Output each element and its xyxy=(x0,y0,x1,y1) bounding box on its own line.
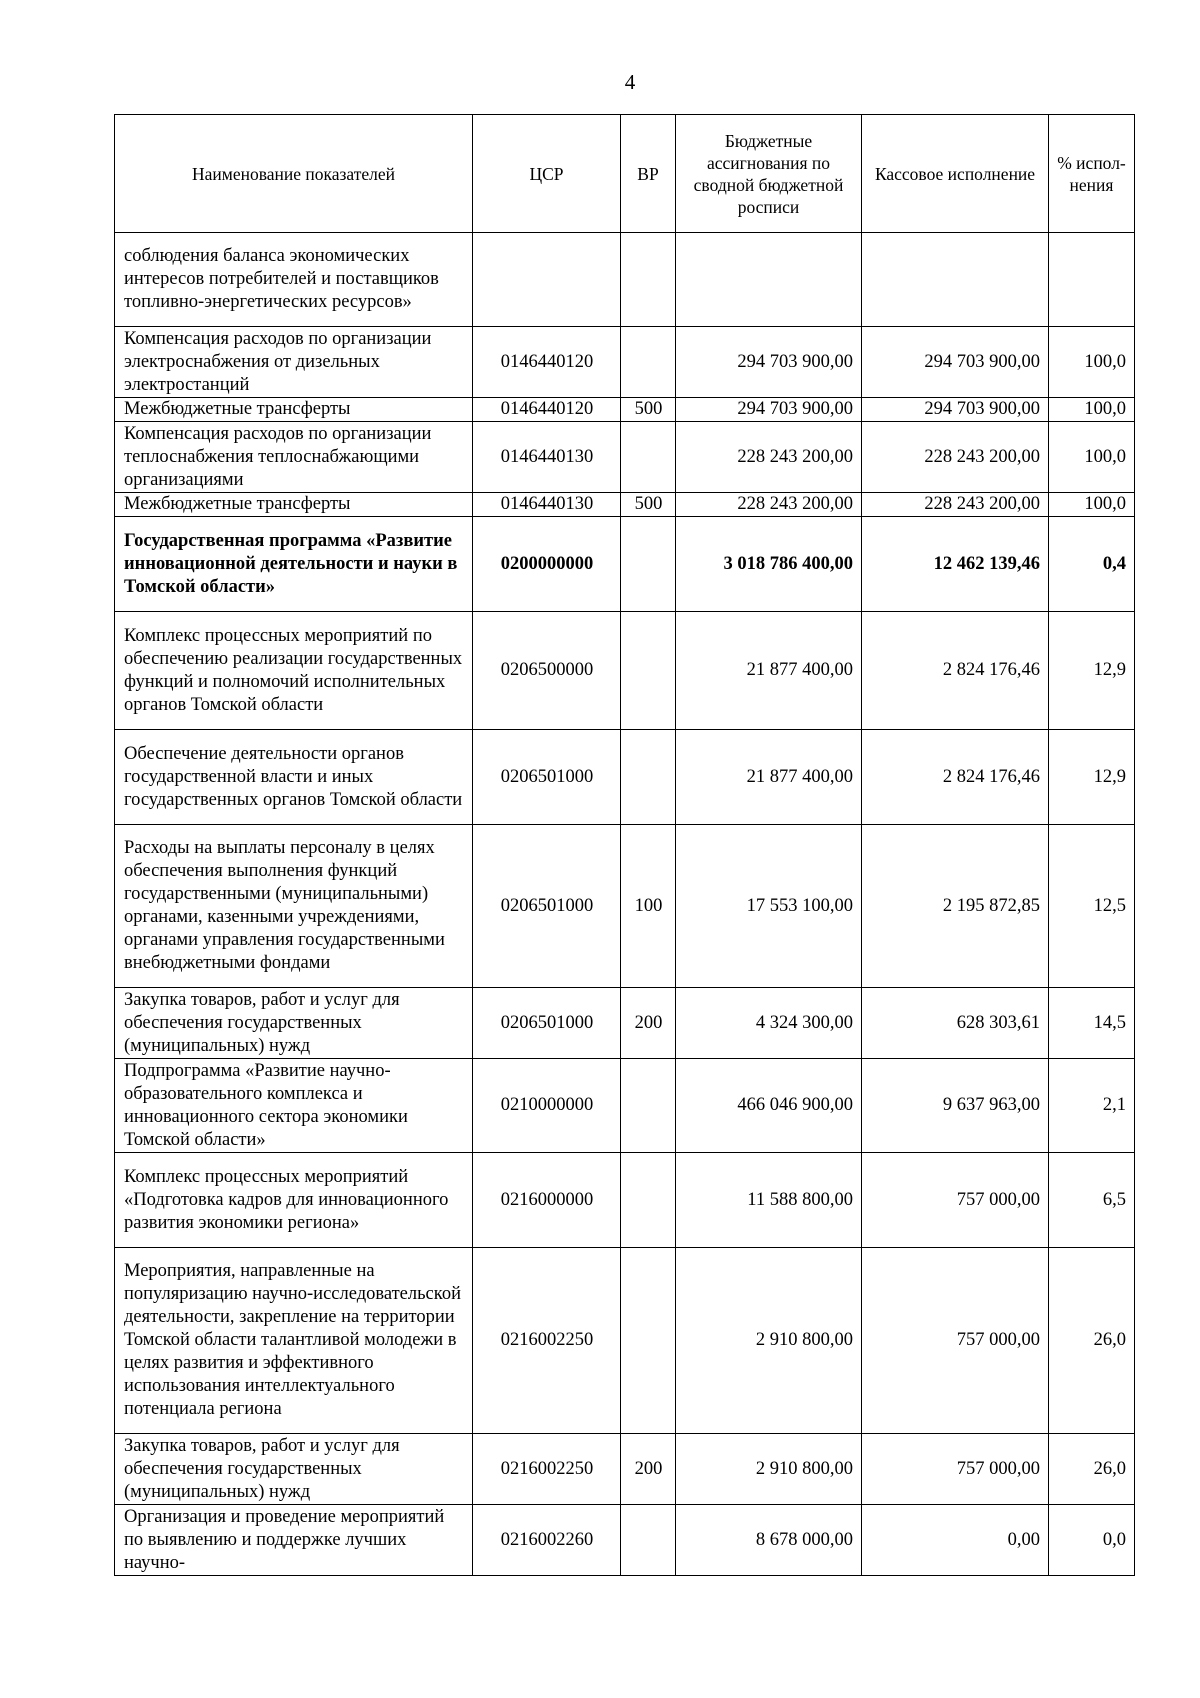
budget-execution-table xyxy=(114,114,1135,1576)
table-row xyxy=(115,1059,1135,1153)
table-row xyxy=(115,825,1135,988)
row-vr xyxy=(621,233,676,327)
row-csr: 0216002250 xyxy=(473,1434,621,1505)
row-name: Комплекс процессных мероприятий «Подготовка кадров для инновационного развития экономики региона» xyxy=(115,1153,473,1248)
row-budget: 3 018 786 400,00 xyxy=(676,517,862,612)
row-cash: 228 243 200,00 xyxy=(862,493,1049,517)
row-cash: 294 703 900,00 xyxy=(862,327,1049,398)
row-percent: 14,5 xyxy=(1049,988,1135,1059)
row-cash: 757 000,00 xyxy=(862,1434,1049,1505)
row-csr: 0216002250 xyxy=(473,1248,621,1434)
row-cash: 228 243 200,00 xyxy=(862,422,1049,493)
row-csr: 0206501000 xyxy=(473,988,621,1059)
row-name: Организация и проведение мероприятий по выявлению и поддержке лучших научно- xyxy=(115,1505,473,1576)
row-cash: 757 000,00 xyxy=(862,1248,1049,1434)
row-budget: 228 243 200,00 xyxy=(676,422,862,493)
row-percent: 12,9 xyxy=(1049,612,1135,730)
row-percent: 0,4 xyxy=(1049,517,1135,612)
row-name: Мероприятия, направленные на популяризацию научно-исследовательской деятельности, закрепление на территории Томской области талантливой молодежи в целях развития и эффективного использования интеллектуального потенциала региона xyxy=(115,1248,473,1434)
row-vr xyxy=(621,1248,676,1434)
row-percent: 100,0 xyxy=(1049,493,1135,517)
row-csr: 0216000000 xyxy=(473,1153,621,1248)
table-row xyxy=(115,1505,1135,1576)
row-vr: 200 xyxy=(621,988,676,1059)
table-row xyxy=(115,233,1135,327)
row-cash: 294 703 900,00 xyxy=(862,398,1049,422)
row-budget: 294 703 900,00 xyxy=(676,398,862,422)
row-percent: 100,0 xyxy=(1049,327,1135,398)
row-budget: 21 877 400,00 xyxy=(676,730,862,825)
row-csr xyxy=(473,233,621,327)
header-vr: ВР xyxy=(621,115,676,233)
row-csr: 0206501000 xyxy=(473,730,621,825)
row-name: Компенсация расходов по организации электроснабжения от дизельных электростанций xyxy=(115,327,473,398)
row-percent: 6,5 xyxy=(1049,1153,1135,1248)
row-budget xyxy=(676,233,862,327)
table-row xyxy=(115,327,1135,398)
header-percent: % испол-нения xyxy=(1049,115,1135,233)
row-vr xyxy=(621,327,676,398)
row-cash: 757 000,00 xyxy=(862,1153,1049,1248)
row-name: Обеспечение деятельности органов государственной власти и иных государственных органов Томской области xyxy=(115,730,473,825)
row-budget: 466 046 900,00 xyxy=(676,1059,862,1153)
row-vr xyxy=(621,1505,676,1576)
row-vr xyxy=(621,1059,676,1153)
header-budget: Бюджетные ассигнования по сводной бюджетной росписи xyxy=(676,115,862,233)
row-cash xyxy=(862,233,1049,327)
row-percent: 26,0 xyxy=(1049,1248,1135,1434)
table-row xyxy=(115,422,1135,493)
table-row xyxy=(115,612,1135,730)
header-cash: Кассовое исполнение xyxy=(862,115,1049,233)
row-name: Подпрограмма «Развитие научно-образовательного комплекса и инновационного сектора экономики Томской области» xyxy=(115,1059,473,1153)
row-name: Компенсация расходов по организации теплоснабжения теплоснабжающими организациями xyxy=(115,422,473,493)
table-row xyxy=(115,1434,1135,1505)
row-budget: 2 910 800,00 xyxy=(676,1248,862,1434)
row-name: Межбюджетные трансферты xyxy=(115,493,473,517)
table-row xyxy=(115,493,1135,517)
table-row xyxy=(115,398,1135,422)
row-budget: 11 588 800,00 xyxy=(676,1153,862,1248)
row-budget: 2 910 800,00 xyxy=(676,1434,862,1505)
row-vr xyxy=(621,730,676,825)
page-number: 4 xyxy=(624,70,636,94)
row-csr: 0206501000 xyxy=(473,825,621,988)
row-csr: 0200000000 xyxy=(473,517,621,612)
table-row xyxy=(115,988,1135,1059)
row-csr: 0146440120 xyxy=(473,327,621,398)
row-budget: 228 243 200,00 xyxy=(676,493,862,517)
row-csr: 0146440130 xyxy=(473,493,621,517)
row-name: Расходы на выплаты персоналу в целях обеспечения выполнения функций государственными (муниципальными) органами, казенными учреждениями, органами управления государственными внебюджетными фондами xyxy=(115,825,473,988)
row-vr xyxy=(621,1153,676,1248)
header-name: Наименование показателей xyxy=(115,115,473,233)
row-budget: 294 703 900,00 xyxy=(676,327,862,398)
row-vr: 200 xyxy=(621,1434,676,1505)
row-cash: 2 824 176,46 xyxy=(862,730,1049,825)
row-vr xyxy=(621,422,676,493)
row-cash: 0,00 xyxy=(862,1505,1049,1576)
row-percent: 12,5 xyxy=(1049,825,1135,988)
row-vr: 500 xyxy=(621,493,676,517)
row-vr: 100 xyxy=(621,825,676,988)
row-vr xyxy=(621,612,676,730)
table-row-program xyxy=(115,517,1135,612)
row-name: соблюдения баланса экономических интересов потребителей и поставщиков топливно-энергетических ресурсов» xyxy=(115,233,473,327)
table-row xyxy=(115,730,1135,825)
row-name: Закупка товаров, работ и услуг для обеспечения государственных (муниципальных) нужд xyxy=(115,1434,473,1505)
row-cash: 2 824 176,46 xyxy=(862,612,1049,730)
row-percent: 12,9 xyxy=(1049,730,1135,825)
row-name: Межбюджетные трансферты xyxy=(115,398,473,422)
row-name: Государственная программа «Развитие инновационной деятельности и науки в Томской области» xyxy=(115,517,473,612)
row-vr xyxy=(621,517,676,612)
row-percent: 0,0 xyxy=(1049,1505,1135,1576)
row-percent xyxy=(1049,233,1135,327)
row-budget: 8 678 000,00 xyxy=(676,1505,862,1576)
row-budget: 4 324 300,00 xyxy=(676,988,862,1059)
row-csr: 0206500000 xyxy=(473,612,621,730)
row-budget: 21 877 400,00 xyxy=(676,612,862,730)
row-csr: 0146440120 xyxy=(473,398,621,422)
row-cash: 628 303,61 xyxy=(862,988,1049,1059)
row-csr: 0146440130 xyxy=(473,422,621,493)
row-budget: 17 553 100,00 xyxy=(676,825,862,988)
row-percent: 100,0 xyxy=(1049,398,1135,422)
table-row xyxy=(115,1153,1135,1248)
row-percent: 100,0 xyxy=(1049,422,1135,493)
row-name: Закупка товаров, работ и услуг для обеспечения государственных (муниципальных) нужд xyxy=(115,988,473,1059)
header-csr: ЦСР xyxy=(473,115,621,233)
row-name: Комплекс процессных мероприятий по обеспечению реализации государственных функций и полномочий исполнительных органов Томской области xyxy=(115,612,473,730)
row-csr: 0210000000 xyxy=(473,1059,621,1153)
row-csr: 0216002260 xyxy=(473,1505,621,1576)
row-percent: 2,1 xyxy=(1049,1059,1135,1153)
row-percent: 26,0 xyxy=(1049,1434,1135,1505)
row-cash: 2 195 872,85 xyxy=(862,825,1049,988)
table-header-row xyxy=(115,115,1135,233)
row-vr: 500 xyxy=(621,398,676,422)
table-row xyxy=(115,1248,1135,1434)
row-cash: 9 637 963,00 xyxy=(862,1059,1049,1153)
row-cash: 12 462 139,46 xyxy=(862,517,1049,612)
